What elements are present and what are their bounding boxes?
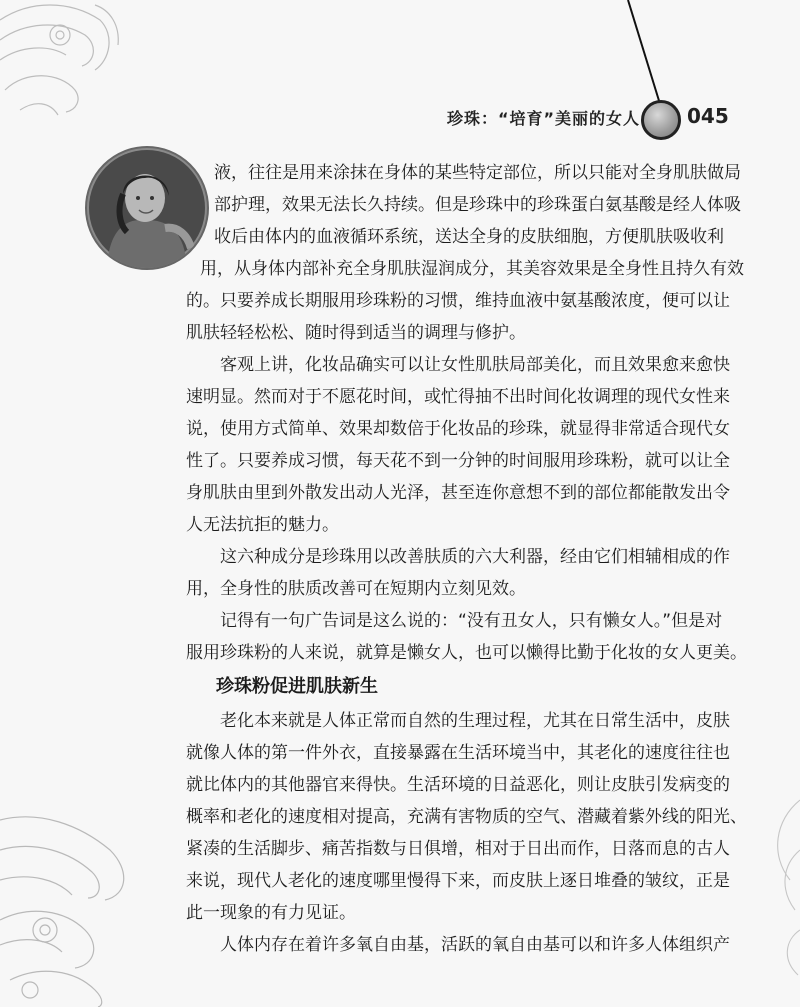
body-line-3: 收后由体内的血液循环系统，送达全身的皮肤细胞，方便肌肤吸收利 bbox=[214, 227, 724, 247]
body-line-22: 来说，现代人老化的速度哪里慢得下来，而皮肤上逐日堆叠的皱纹，正是 bbox=[186, 871, 730, 891]
body-line-11: 身肌肤由里到外散发出动人光泽，甚至连你意想不到的部位都能散发出令 bbox=[186, 483, 730, 503]
body-line-17: 老化本来就是人体正常而自然的生理过程，尤其在日常生活中，皮肤 bbox=[220, 711, 730, 731]
body-line-13: 这六种成分是珍珠用以改善肤质的六大利器，经由它们相辅相成的作 bbox=[220, 547, 730, 567]
page-number: 045 bbox=[687, 104, 729, 128]
body-line-4: 用，从身体内部补充全身肌肤湿润成分，其美容效果是全身性且持久有效 bbox=[200, 259, 744, 279]
body-line-5: 的。只要养成长期服用珍珠粉的习惯，维持血液中氨基酸浓度，便可以让 bbox=[186, 291, 730, 311]
body-line-20: 概率和老化的速度相对提高，充满有害物质的空气、潜藏着紫外线的阳光、 bbox=[186, 807, 747, 827]
page-number-disc bbox=[641, 100, 681, 140]
body-line-21: 紧凑的生活脚步、痛苦指数与日俱增，相对于日出而作，日落而息的古人 bbox=[186, 839, 730, 859]
running-head: 珍珠：“培育”美丽的女人 bbox=[446, 109, 640, 128]
body-line-14: 用，全身性的肤质改善可在短期内立刻见效。 bbox=[186, 579, 526, 599]
body-line-9: 说，使用方式简单、效果却数倍于化妆品的珍珠，就显得非常适合现代女 bbox=[186, 419, 730, 439]
left-margin-ornament bbox=[0, 780, 140, 1007]
body-line-18: 就像人体的第一件外衣，直接暴露在生活环境当中，其老化的速度往往也 bbox=[186, 743, 730, 763]
body-line-1: 液，往往是用来涂抹在身体的某些特定部位，所以只能对全身肌肤做局 bbox=[214, 163, 741, 183]
body-line-15: 记得有一句广告词是这么说的：“没有丑女人，只有懒女人。”但是对 bbox=[220, 611, 723, 631]
body-line-23: 此一现象的有力见证。 bbox=[186, 903, 356, 923]
body-line-12: 人无法抗拒的魅力。 bbox=[186, 515, 339, 535]
section-subheading: 珍珠粉促进肌肤新生 bbox=[216, 676, 378, 697]
portrait-photo bbox=[85, 146, 209, 270]
body-line-2: 部护理，效果无法长久持续。但是珍珠中的珍珠蛋白氨基酸是经人体吸 bbox=[214, 195, 741, 215]
body-line-16: 服用珍珠粉的人来说，就算是懒女人，也可以懒得比勤于化妆的女人更美。 bbox=[186, 643, 747, 663]
body-line-10: 性了。只要养成习惯，每天花不到一分钟的时间服用珍珠粉，就可以让全 bbox=[186, 451, 730, 471]
body-line-7: 客观上讲，化妆品确实可以让女性肌肤局部美化，而且效果愈来愈快 bbox=[220, 355, 730, 375]
body-line-8: 速明显。然而对于不愿花时间，或忙得抽不出时间化妆调理的现代女性来 bbox=[186, 387, 730, 407]
body-line-6: 肌肤轻轻松松、随时得到适当的调理与修护。 bbox=[186, 323, 526, 343]
woman-portrait-illustration bbox=[87, 148, 207, 268]
body-line-24: 人体内存在着许多氧自由基，活跃的氧自由基可以和许多人体组织产 bbox=[220, 935, 730, 955]
body-line-19: 就比体内的其他器官来得快。生活环境的日益恶化，则让皮肤引发病变的 bbox=[186, 775, 730, 795]
